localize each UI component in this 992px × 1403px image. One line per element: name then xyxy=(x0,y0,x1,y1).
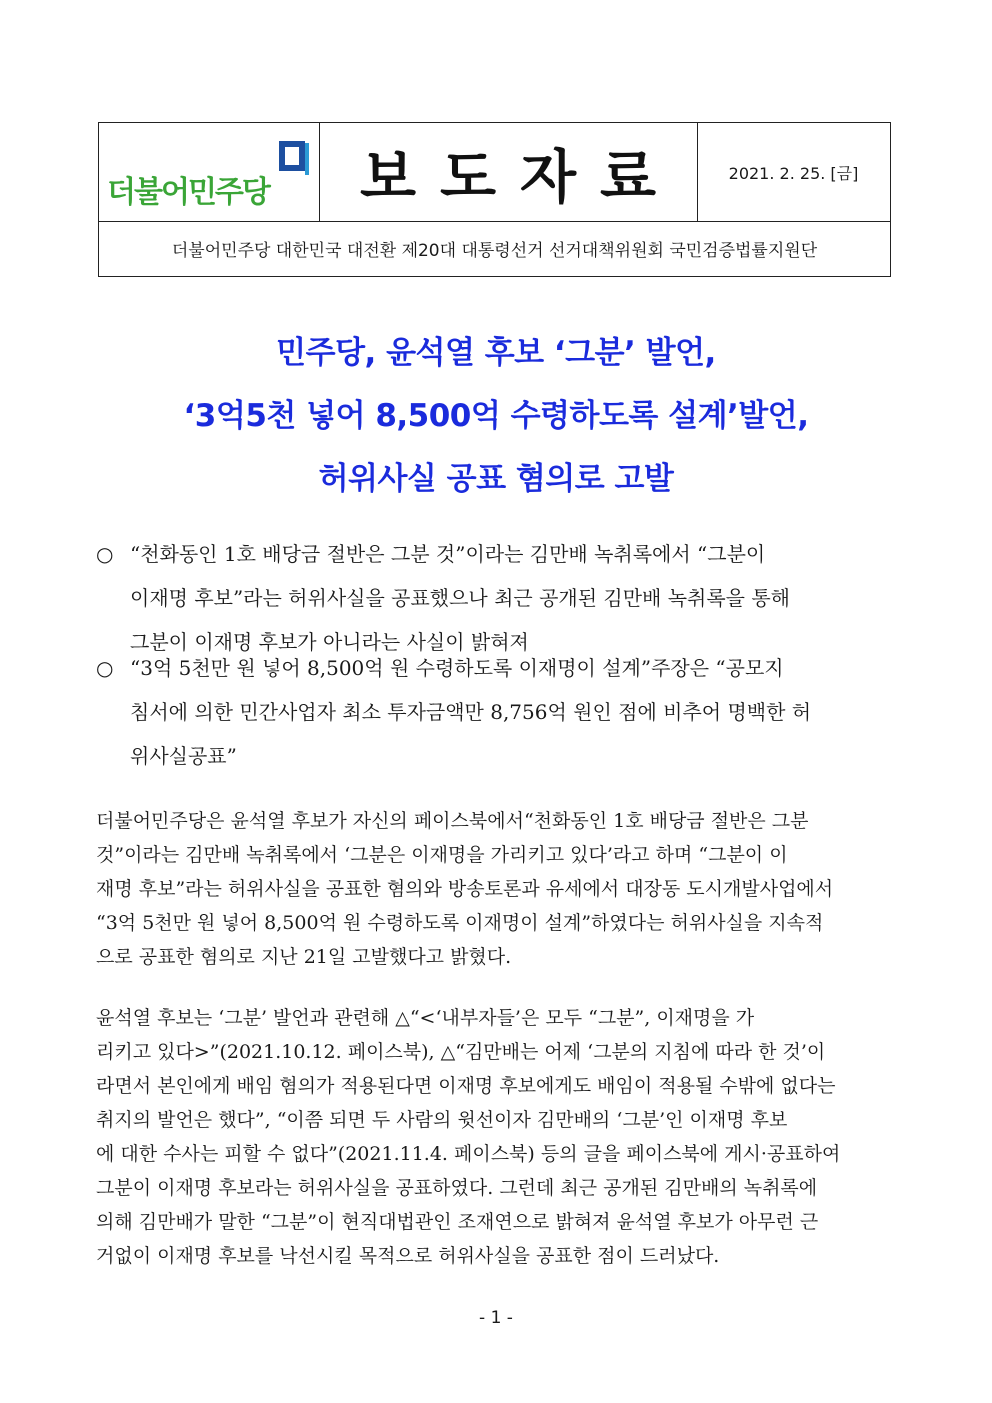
paragraph-line: 것”이라는 김만배 녹취록에서 ‘그분은 이재명을 가리키고 있다’라고 하며 “그분이 이 xyxy=(96,844,788,866)
headline-line-2: ‘3억5천 넣어 8,500억 수령하도록 설계’발언, xyxy=(183,398,809,434)
organization-cell xyxy=(99,221,890,276)
party-flag-icon xyxy=(277,139,311,177)
paragraph-line: 의해 김만배가 말한 “그분”이 현직대법관인 조재연으로 밝혀져 윤석열 후보가 아무런 근 xyxy=(96,1211,819,1233)
paragraph-line: 재명 후보”라는 허위사실을 공표한 혐의와 방송토론과 유세에서 대장동 도시개발사업에서 xyxy=(96,878,834,900)
bullet-line: 그분이 이재명 후보가 아니라는 사실이 밝혀져 xyxy=(130,630,529,654)
paragraph-line: 에 대한 수사는 피할 수 없다”(2021.11.4. 페이스북) 등의 글을 페이스북에 게시·공표하여 xyxy=(96,1143,841,1165)
party-logo-text: 더불어민주당 xyxy=(107,175,269,210)
header-table xyxy=(98,122,891,277)
paragraph-line: 리키고 있다>”(2021.10.12. 페이스북), △“김만배는 어제 ‘그분의 지침에 따라 한 것’이 xyxy=(96,1041,826,1063)
date-cell xyxy=(697,123,890,221)
body-paragraph xyxy=(96,804,896,974)
organization-name: 더불어민주당 대한민국 대전환 제20대 대통령선거 선거대책위원회 국민검증법률지원단 xyxy=(171,241,818,261)
bullet-mark: ○ xyxy=(96,656,114,680)
logo-cell xyxy=(99,123,320,221)
paragraph-line: 으로 공표한 혐의로 지난 21일 고발했다고 밝혔다. xyxy=(96,946,512,968)
paragraph-line: 거없이 이재명 후보를 낙선시킬 목적으로 허위사실을 공표한 점이 드러났다. xyxy=(96,1245,720,1267)
bullet-line: 위사실공표” xyxy=(130,744,237,768)
bullet-item xyxy=(96,532,896,664)
headline-line-1: 민주당, 윤석열 후보 ‘그분’ 발언, xyxy=(276,335,716,371)
paragraph-line: 라면서 본인에게 배임 혐의가 적용된다면 이재명 후보에게도 배임이 적용될 수밖에 없다는 xyxy=(96,1075,836,1097)
paragraph-line: “3억 5천만 원 넣어 8,500억 원 수령하도록 이재명이 설계”하였다는 허위사실을 지속적 xyxy=(96,912,824,934)
bullet-mark: ○ xyxy=(96,542,114,566)
bullet-line: “천화동인 1호 배당금 절반은 그분 것”이라는 김만배 녹취록에서 “그분이 xyxy=(130,542,766,566)
headline-line-3: 허위사실 공표 혐의로 고발 xyxy=(318,461,674,497)
bullet-line: 침서에 의한 민간사업자 최소 투자금액만 8,756억 원인 점에 비추어 명백한 허 xyxy=(130,700,812,724)
header-top-row xyxy=(99,123,890,222)
page-number: - 1 - xyxy=(479,1308,513,1328)
press-release-title-cell xyxy=(319,123,698,221)
bullet-line: 이재명 후보”라는 허위사실을 공표했으나 최근 공개된 김만배 녹취록을 통해 xyxy=(130,586,791,610)
paragraph-line: 그분이 이재명 후보라는 허위사실을 공표하였다. 그런데 최근 공개된 김만배의 녹취록에 xyxy=(96,1177,818,1199)
bullet-item xyxy=(96,646,896,778)
release-date: 2021. 2. 25. [금] xyxy=(728,163,859,183)
press-release-title: 보도자료 xyxy=(359,143,681,211)
paragraph-line: 윤석열 후보는 ‘그분’ 발언과 관련해 △“<‘내부자들’은 모두 “그분”, 이재명을 가 xyxy=(96,1007,755,1029)
paragraph-line: 더불어민주당은 윤석열 후보가 자신의 페이스북에서“천화동인 1호 배당금 절반은 그분 xyxy=(96,810,809,832)
paragraph-line: 취지의 발언은 했다”, “이쯤 되면 두 사람의 윗선이자 김만배의 ‘그분’인 이재명 후보 xyxy=(96,1109,788,1131)
bullet-line: “3억 5천만 원 넣어 8,500억 원 수령하도록 이재명이 설계”주장은 “공모지 xyxy=(130,656,784,680)
body-paragraph xyxy=(96,1001,896,1273)
